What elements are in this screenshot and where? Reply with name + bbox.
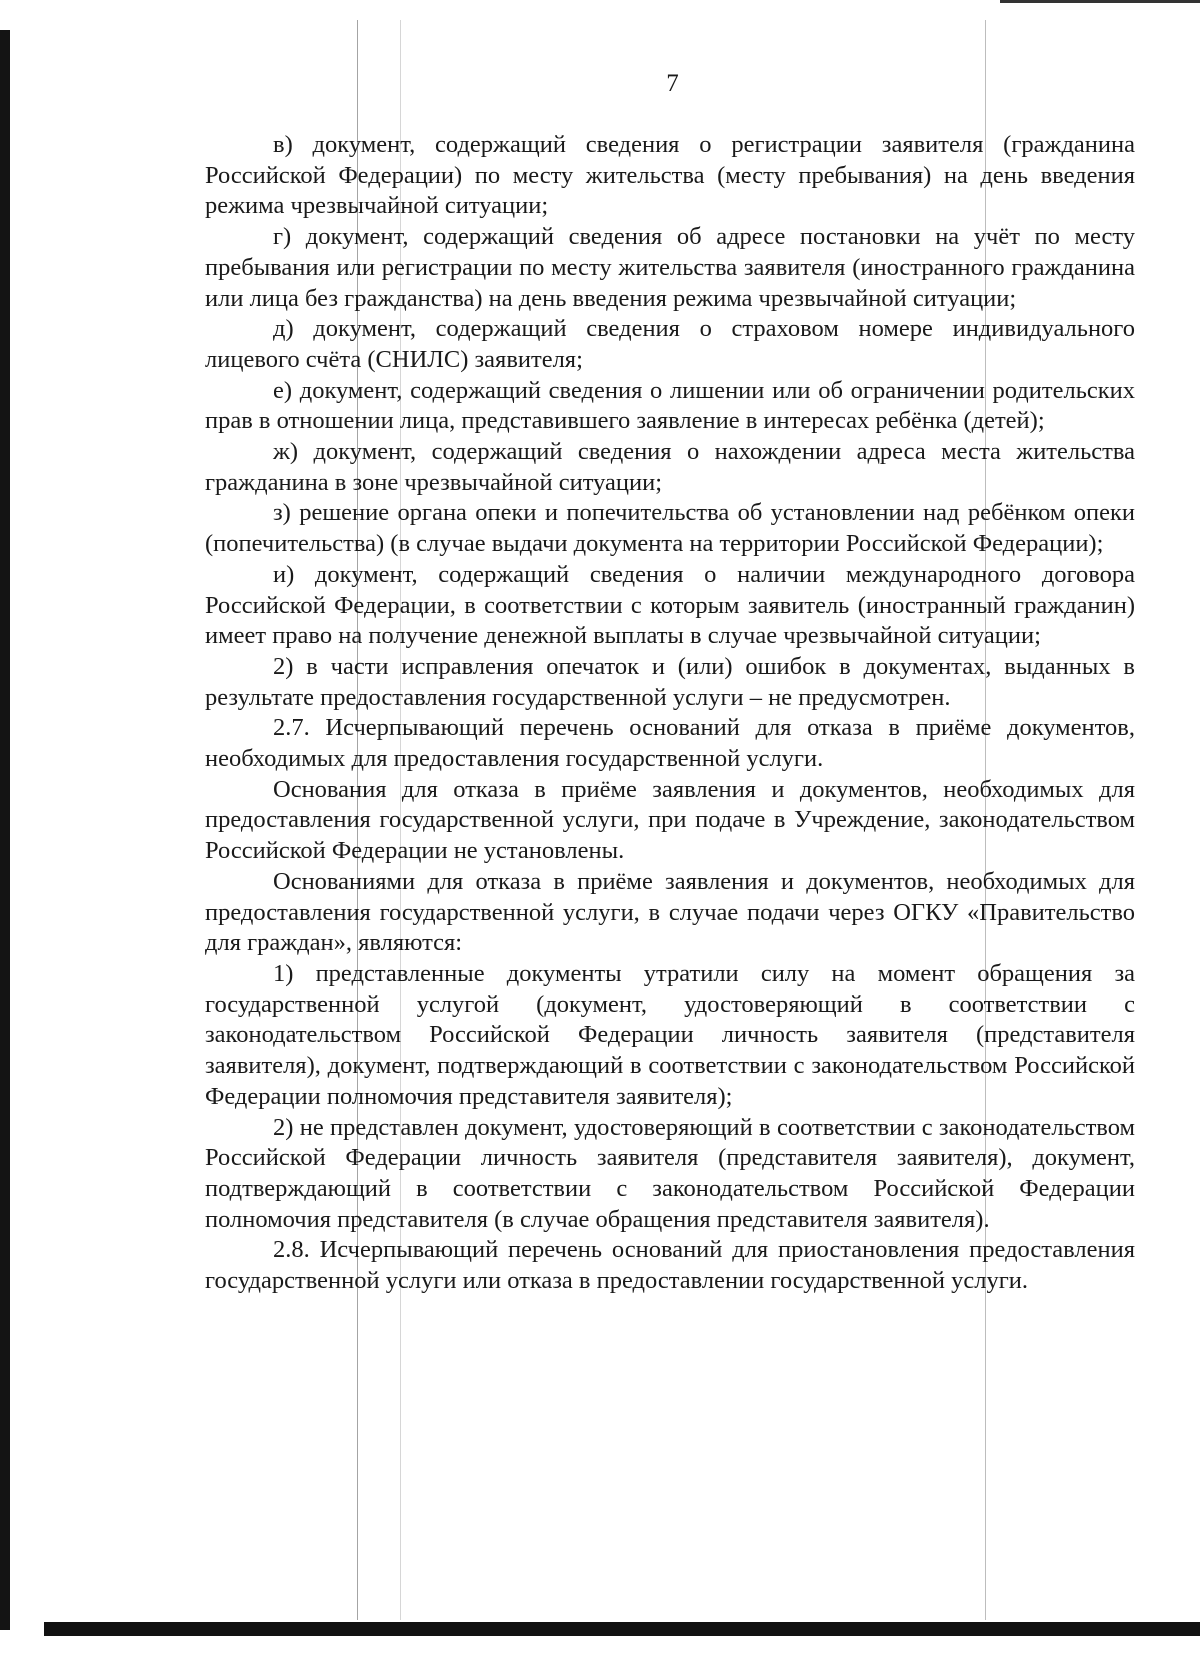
paragraph-ground-2: 2) не представлен документ, удостоверяющий в соответствии с законодательством Российской Федерации личность заявителя (представителя заявителя), документ, подтверждающий в соответствии с законодательством Российской Федерации полномочия представителя (в случае обращения представителя заявителя). (205, 1113, 1135, 1233)
paragraph-item-e: е) документ, содержащий сведения о лишении или об ограничении родительских прав в отношении лица, представившего заявление в интересах ребёнка (детей); (205, 376, 1135, 435)
paragraph-grounds-institution: Основания для отказа в приёме заявления и документов, необходимых для предоставления государственной услуги, при подаче в Учреждение, законодательством Российской Федерации не установлены. (205, 775, 1135, 865)
scan-edge-top (1000, 0, 1200, 3)
paragraph-item-z: з) решение органа опеки и попечительства об установлении над ребёнком опеки (попечительства) (в случае выдачи документа на территории Российской Федерации); (205, 499, 1135, 558)
document-body (205, 130, 1135, 1297)
paragraph-item-g: г) документ, содержащий сведения об адресе постановки на учёт по месту пребывания или регистрации по месту жительства заявителя (иностранного гражданина или лица без гражданства) на день введения режима чрезвычайной ситуации; (205, 223, 1135, 312)
paragraph-item-2: 2) в части исправления опечаток и (или) ошибок в документах, выданных в результате предоставления государственной услуги – не предусмотрен. (205, 652, 1135, 711)
paragraph-item-i: и) документ, содержащий сведения о наличии международного договора Российской Федерации, в соответствии с которым заявитель (иностранный гражданин) имеет право на получение денежной выплаты в случае чрезвычайной ситуации; (205, 560, 1135, 650)
paragraph-item-zh: ж) документ, содержащий сведения о нахождении адреса места жительства гражданина в зоне чрезвычайной ситуации; (205, 438, 1135, 496)
paragraph-ground-1: 1) представленные документы утратили силу на момент обращения за государственной услугой (документ, удостоверяющий в соответствии с законодательством Российской Федерации личность заявителя (представителя заявителя), документ, подтверждающий в соответствии с законодательством Российской Федерации полномочия представителя заявителя); (205, 959, 1135, 1110)
paragraph-item-d: д) документ, содержащий сведения о страховом номере индивидуального лицевого счёта (СНИЛС) заявителя; (205, 315, 1135, 373)
scan-edge-left (0, 30, 10, 1630)
paragraph-section-2-7: 2.7. Исчерпывающий перечень оснований для отказа в приёме документов, необходимых для предоставления государственной услуги. (205, 714, 1135, 773)
paragraph-section-2-8: 2.8. Исчерпывающий перечень оснований для приостановления предоставления государственной услуги или отказа в предоставлении государственной услуги. (205, 1236, 1135, 1295)
scan-edge-bottom (44, 1622, 1200, 1636)
paragraph-grounds-ogku: Основаниями для отказа в приёме заявления и документов, необходимых для предоставления государственной услуги, в случае подачи через ОГКУ «Правительство для граждан», являются: (205, 867, 1135, 957)
page-number: 7 (666, 70, 679, 97)
paragraph-item-v: в) документ, содержащий сведения о регистрации заявителя (гражданина Российской Федерации) по месту жительства (месту пребывания) на день введения режима чрезвычайной ситуации; (205, 131, 1135, 220)
